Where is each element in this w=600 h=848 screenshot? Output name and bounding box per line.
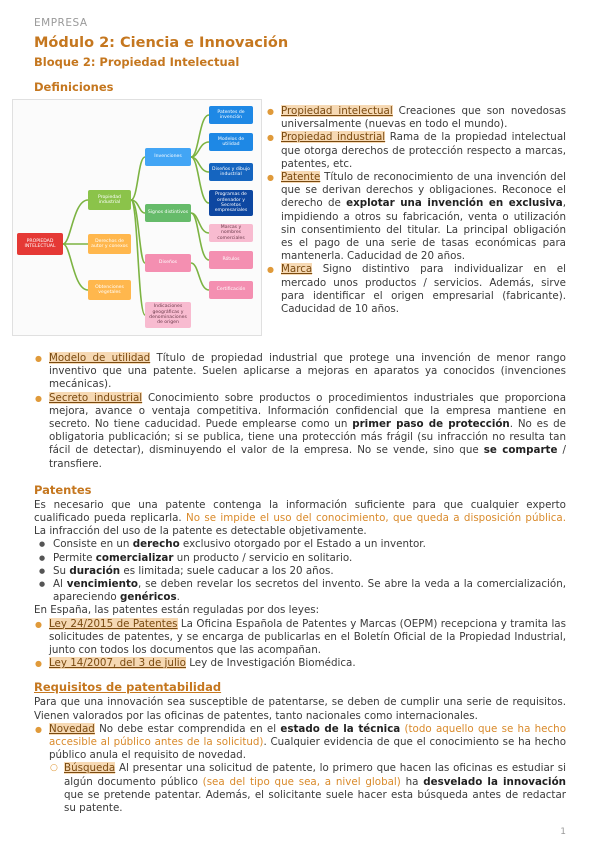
- def-secreto-industrial: ● Secreto industrial Conocimiento sobre productos o procedimientos industriales que proporciona mejora, avance o ventaja competitiva. Información confidencial que la empresa mantiene en secreto. No tiene caducidad. Puede emplearse como un primer paso de protección. No es de obligatoria publicación; si se publica, tiene una protección más frágil (su infracción no resulta tan fácil de detectar), disminuyendo el valor de la empresa. No se vende, sino que se comparte / transfiere.: [34, 392, 566, 471]
- patentes-bullet: ● Su duración es limitada; suele caducar a los 20 años.: [38, 565, 566, 578]
- node-signos-distintivos: Signos distintivos: [145, 204, 191, 222]
- req-novedad: ● Novedad No debe estar comprendida en el estado de la técnica (todo aquello que se ha hecho accesible al público antes de la solicitud). Cualquier evidencia de que el conocimiento se ha hecho público anula el requisito de novedad. ○ Búsqueda Al presentar una solicitud de patente, lo primero que hacen las oficinas es estudiar si algún documento público (sea del tipo que sea, a nivel global) ha desvelado la innovación que se pretende patentar. Además, el solicitante suele hacer esta búsqueda antes de redactar su patente.: [34, 723, 566, 815]
- def-marca: ● Marca Signo distintivo para individualizar en el mercado unos productos / servicios. Además, sirve para identificar el origen empresarial (fabricante). Caducidad de 10 años.: [266, 263, 566, 316]
- patentes-bullet: ● Consiste en un derecho exclusivo otorgado por el Estado a un inventor.: [38, 538, 566, 551]
- node-invenciones: Invenciones: [145, 148, 191, 166]
- def-patente: ● Patente Título de reconocimiento de una invención del que se derivan derechos y obligaciones. Reconoce el derecho de explotar una invención en exclusiva, impidiendo a otros su fabricación, venta o utilización sin consentimiento del titular. La principal obligación es el pago de una serie de tasas económicas para mantenerla. Caducidad de 20 años.: [266, 171, 566, 263]
- def-modelo-utilidad: ● Modelo de utilidad Título de propiedad industrial que protege una invención de menor rango inventivo que una patente. Suelen aplicarse a mejoras en aparatos ya conocidos (invenciones mecánicas).: [34, 352, 566, 392]
- patentes-bullets: [38, 538, 566, 604]
- node-derechos-autor: Derechos de autor y conexos: [88, 234, 131, 254]
- req-busqueda: ○ Búsqueda Al presentar una solicitud de patente, lo primero que hacen las oficinas es estudiar si algún documento público (sea del tipo que sea, a nivel global) ha desvelado la innovación que se pretende patentar. Además, el solicitante suele hacer esta búsqueda antes de redactar su patente.: [49, 762, 566, 815]
- page-number: 1: [560, 827, 566, 837]
- patentes-bullet: ● Permite comercializar un producto / servicio en solitario.: [38, 552, 566, 565]
- def-propiedad-intelectual: ● Propiedad intelectual Creaciones que son novedosas universalmente (nuevas en todo el mundo).: [266, 105, 566, 131]
- node-marcas: Marcas y nombres comerciales: [209, 224, 253, 242]
- law-24-2015: ● Ley 24/2015 de Patentes La Oficina Española de Patentes y Marcas (OEPM) recepciona y tramita las solicitudes de patentes, y se encarga de publicarlas en el Boletín Oficial de la Propiedad Industrial, junto con todos los documentos que las acompañan.: [34, 618, 566, 658]
- patentes-intro: Es necesario que una patente contenga la información suficiente para que cualquier experto cualificado pueda replicarla. No se impide el uso del conocimiento, que queda a disposición pública. La infracción del uso de la patente es detectable objetivamente.: [34, 498, 566, 538]
- node-indicaciones-geograficas: Indicaciones geográficas y denominaciones de origen: [145, 302, 191, 328]
- patentes-bullet: ● Al vencimiento, se deben revelar los secretos del invento. Se abre la veda a la comercialización, apareciendo genéricos.: [38, 578, 566, 604]
- requisitos-list: [34, 723, 566, 815]
- node-modelos-utilidad: Modelos de utilidad: [209, 133, 253, 151]
- node-propiedad-industrial: Propiedad industrial: [88, 190, 131, 210]
- def-propiedad-industrial: ● Propiedad industrial Rama de la propiedad intelectual que otorga derechos de protección respecto a marcas, patentes, etc.: [266, 131, 566, 171]
- concept-map: [12, 99, 262, 336]
- node-certificacion: Certificación: [209, 281, 253, 299]
- node-patentes: Patentes de invención: [209, 106, 253, 124]
- node-obtenciones-vegetales: Obtenciones vegetales: [88, 280, 131, 300]
- laws-list: [34, 618, 566, 671]
- node-topografias: Diseños y dibujo industrial: [209, 163, 253, 181]
- block-title: Bloque 2: Propiedad Intelectual: [34, 55, 240, 69]
- law-14-2007: ● Ley 14/2007, del 3 de julio Ley de Investigación Biomédica.: [34, 657, 566, 670]
- node-secretos: Programas de ordenador y Secretos empresariales: [209, 190, 253, 216]
- main-content: [34, 352, 566, 815]
- patentes-heading: Patentes: [34, 482, 92, 497]
- definiciones-heading: Definiciones: [34, 80, 114, 94]
- node-disenos: Diseños: [145, 254, 191, 272]
- law-intro: En España, las patentes están reguladas por dos leyes:: [34, 604, 320, 617]
- section-label: EMPRESA: [34, 17, 88, 29]
- requisitos-heading: Requisitos de patentabilidad: [34, 680, 222, 695]
- definiciones-right: [266, 105, 566, 316]
- requisitos-intro: Para que una innovación sea susceptible de patentarse, se deben de cumplir una serie de requisitos. Vienen valorados por las oficinas de patentes, tanto nacionales como internacionales.: [34, 696, 566, 722]
- node-rotulos: Rótulos: [209, 251, 253, 269]
- node-propiedad-intelectual: PROPIEDAD INTELECTUAL: [17, 233, 63, 255]
- module-title: Módulo 2: Ciencia e Innovación: [34, 35, 289, 51]
